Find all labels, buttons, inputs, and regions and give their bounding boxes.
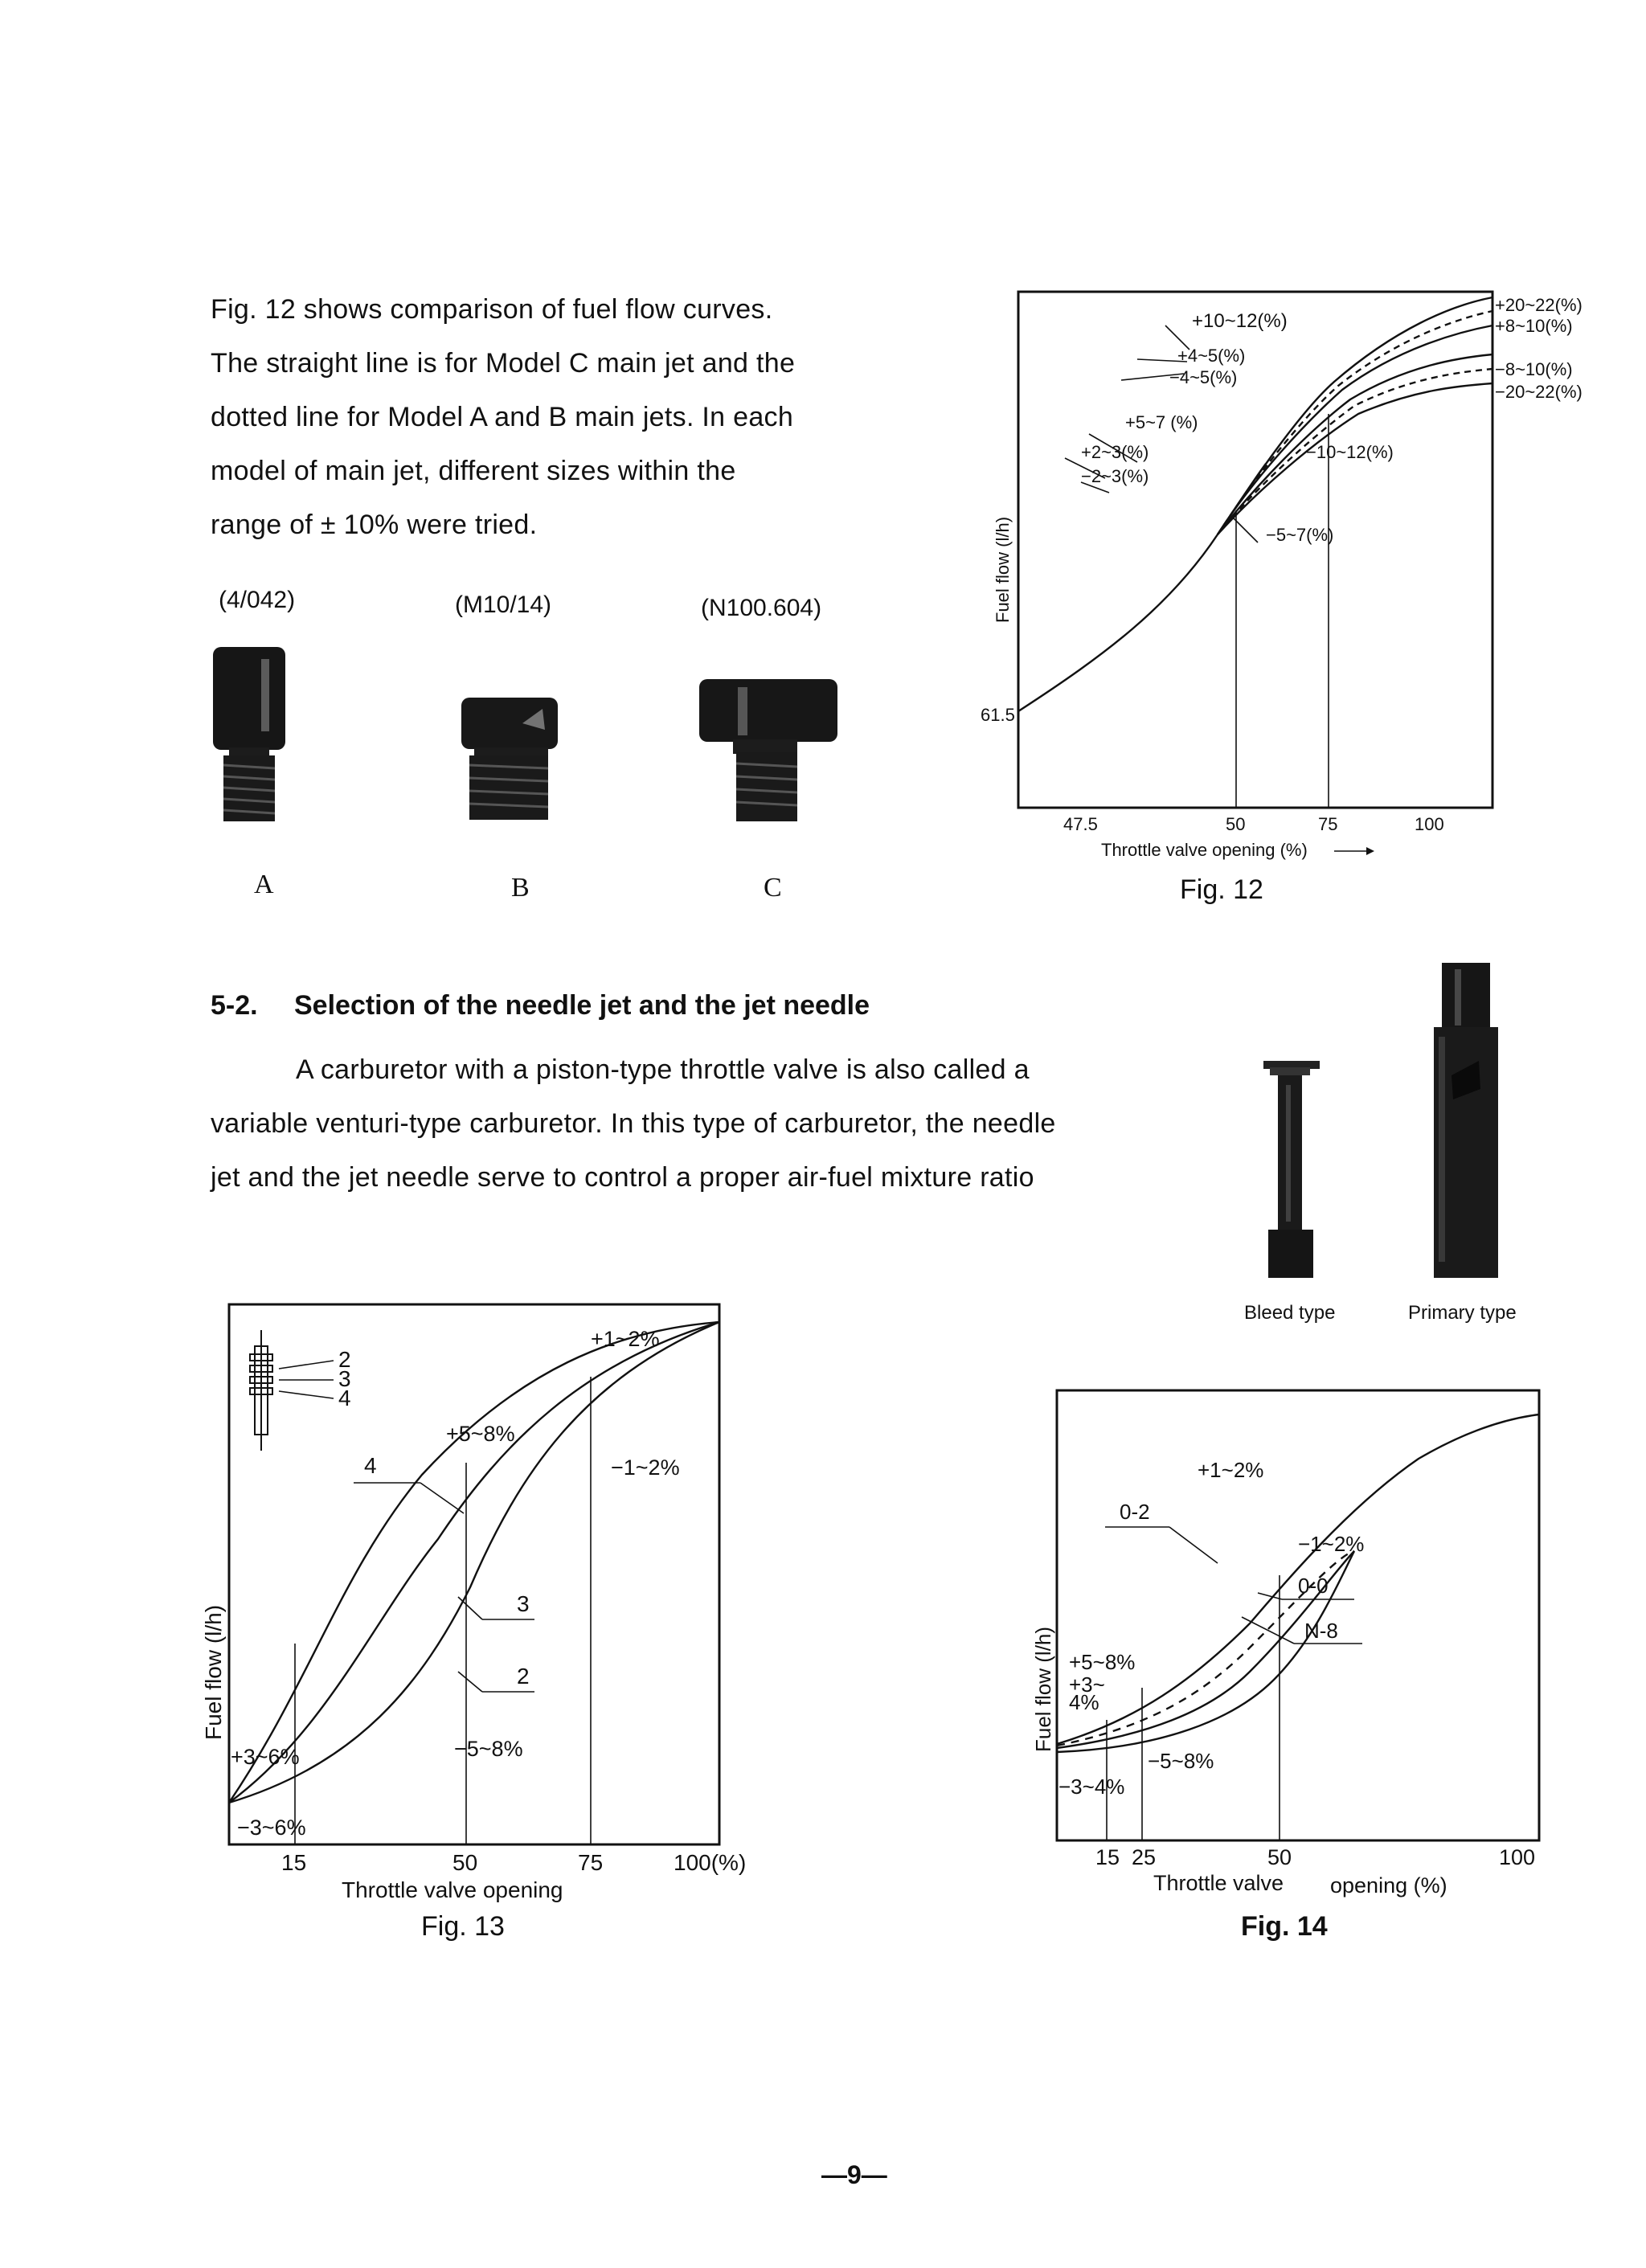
- fig14-x-tick: 100: [1499, 1845, 1536, 1869]
- fig13-x-tick: 15: [281, 1850, 307, 1875]
- fig13-annotation: +3~6%: [231, 1745, 300, 1769]
- fig13-annotation: −3~6%: [237, 1816, 306, 1840]
- jet-letter-c: C: [764, 873, 782, 903]
- jet-letter-b: B: [511, 873, 530, 903]
- fig13-annotation: −1~2%: [611, 1455, 680, 1480]
- fig13-leaders: [354, 1483, 534, 1692]
- main-jet-a-image: [213, 647, 285, 821]
- fig14-x-tick: 25: [1132, 1845, 1157, 1869]
- fig12-annotation: −2~3(%): [1081, 466, 1149, 486]
- fig12-curve: [1218, 325, 1492, 534]
- page-number: —9—: [821, 2160, 887, 2189]
- fig12-chart: [977, 285, 1583, 860]
- fig14-annotation: +3~: [1069, 1672, 1105, 1697]
- fig13-clip-position-label: 2: [338, 1347, 351, 1372]
- fig12-x-tick: 50: [1226, 814, 1246, 834]
- fig14-annotation: +5~8%: [1069, 1650, 1136, 1674]
- fig14-annotation: +1~2%: [1198, 1458, 1264, 1482]
- section-title: Selection of the needle jet and the jet needle: [294, 990, 870, 1021]
- primary-type-needle-jet-image: [1434, 963, 1498, 1278]
- fig13-y-axis-label: Fuel flow (l/h): [201, 1604, 226, 1740]
- fig12-annotation: +5~7 (%): [1125, 412, 1198, 432]
- fig12-x-tick: 47.5: [1063, 814, 1098, 834]
- jet-letter-a: A: [254, 870, 274, 899]
- fig12-annotation: +8~10(%): [1495, 316, 1573, 336]
- fig12-plot-frame: [1018, 292, 1492, 808]
- fig14-series-label: 0-0: [1298, 1574, 1329, 1598]
- fig14-annotation: −3~4%: [1058, 1775, 1125, 1799]
- fig13-chart: [181, 1298, 776, 1941]
- fig14-x-axis-label-tail: opening (%): [1330, 1873, 1447, 1898]
- fig12-x-arrow: [1334, 847, 1374, 855]
- fig12-y-tick: 61.5: [981, 705, 1015, 725]
- fig12-annotation: +4~5(%): [1177, 346, 1246, 366]
- fig14-chart: [1017, 1382, 1563, 1905]
- intro-line: dotted line for Model A and B main jets. In each: [211, 402, 794, 432]
- fig12-annotation: −5~7(%): [1266, 525, 1334, 545]
- fig14-y-axis-label: Fuel flow (l/h): [1031, 1626, 1055, 1752]
- fig14-plot-frame: [1057, 1390, 1539, 1840]
- fig13-annotation: +1~2%: [591, 1327, 660, 1351]
- fig14-x-axis-label: Throttle valve: [1153, 1871, 1284, 1895]
- section-number: 5-2.: [211, 990, 258, 1021]
- fig12-annotation: −10~12(%): [1306, 442, 1394, 462]
- section-paragraph: [211, 1043, 1127, 1205]
- jet-code-c: (N100.604): [701, 595, 822, 621]
- intro-paragraph: [211, 283, 846, 552]
- fig12-y-axis-label: Fuel flow (l/h): [993, 516, 1013, 623]
- primary-type-label: Primary type: [1408, 1302, 1517, 1324]
- fig12-curve-base: [1018, 464, 1266, 711]
- intro-line: model of main jet, different sizes within the: [211, 456, 736, 486]
- fig13-plot-frame: [229, 1304, 719, 1844]
- fig12-fan-curves: [1218, 297, 1492, 534]
- section-line: jet and the jet needle serve to control a proper air-fuel mixture ratio: [211, 1162, 1034, 1193]
- fig12-x-tick: 75: [1318, 814, 1338, 834]
- bleed-type-needle-jet-image: [1263, 1061, 1320, 1278]
- fig13-x-tick: 100(%): [674, 1850, 747, 1875]
- fig13-label: Fig. 13: [421, 1911, 505, 1942]
- jet-code-a: (4/042): [219, 587, 296, 613]
- fig13-x-axis-label: Throttle valve opening: [342, 1877, 563, 1902]
- fig13-series-label-3: 3: [517, 1591, 530, 1616]
- main-jet-photos: [201, 635, 860, 828]
- fig13-clip-position-label: 4: [338, 1386, 351, 1410]
- fig13-series-label-4: 4: [364, 1453, 377, 1478]
- needle-jet-photos: [1222, 956, 1559, 1294]
- fig14-label: Fig. 14: [1241, 1911, 1328, 1942]
- section-line: variable venturi-type carburetor. In this type of carburetor, the needle: [211, 1108, 1056, 1139]
- fig12-annotation: −20~22(%): [1495, 382, 1583, 402]
- bleed-type-label: Bleed type: [1244, 1302, 1336, 1324]
- fig12-annotation: −8~10(%): [1495, 359, 1573, 379]
- fig12-curve-dotted: [1218, 311, 1492, 534]
- fig12-annotation: +20~22(%): [1495, 295, 1583, 315]
- jet-code-b: (M10/14): [455, 592, 552, 618]
- fig12-annotation: +2~3(%): [1081, 442, 1149, 462]
- fig13-x-tick: 75: [578, 1850, 604, 1875]
- fig13-needle-icon: [250, 1330, 334, 1451]
- fig14-x-tick: 50: [1267, 1845, 1292, 1869]
- fig13-annotation: +5~8%: [446, 1422, 515, 1446]
- fig14-annotation: −5~8%: [1148, 1749, 1214, 1773]
- intro-line: The straight line is for Model C main jet and the: [211, 348, 796, 379]
- fig14-series-label: N-8: [1304, 1619, 1338, 1643]
- fig13-series-label-2: 2: [517, 1664, 530, 1689]
- fig12-annotation: +10~12(%): [1192, 310, 1288, 332]
- fig12-x-tick: 100: [1415, 814, 1444, 834]
- main-jet-c-image: [699, 679, 837, 821]
- fig13-clip-position-label: 3: [338, 1366, 351, 1391]
- main-jet-b-image: [461, 698, 558, 820]
- intro-line: range of ± 10% were tried.: [211, 510, 538, 540]
- fig14-annotation: −1~2%: [1298, 1532, 1365, 1556]
- fig12-label: Fig. 12: [1180, 874, 1263, 905]
- fig14-annotation: 4%: [1069, 1690, 1099, 1714]
- fig12-x-axis-label: Throttle valve opening (%): [1101, 840, 1308, 860]
- fig14-x-tick: 15: [1095, 1845, 1120, 1869]
- fig14-series-label: 0-2: [1120, 1500, 1150, 1524]
- fig13-x-tick: 50: [452, 1850, 478, 1875]
- section-line: A carburetor with a piston-type throttle valve is also called a: [296, 1054, 1030, 1085]
- fig12-annotation: −4~5(%): [1169, 367, 1238, 387]
- fig13-annotation: −5~8%: [454, 1737, 523, 1761]
- intro-line: Fig. 12 shows comparison of fuel flow curves.: [211, 294, 773, 325]
